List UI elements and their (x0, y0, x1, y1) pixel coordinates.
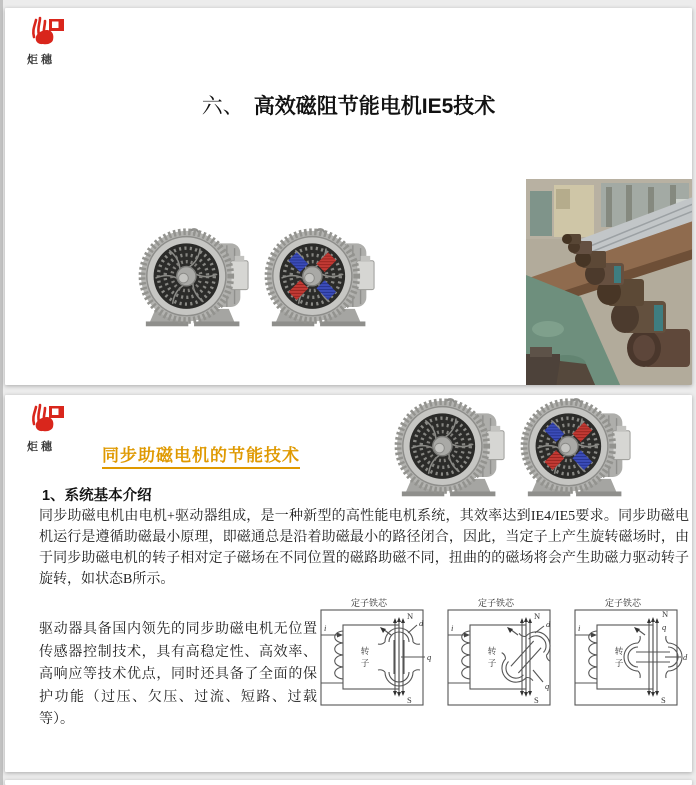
driver-paragraph: 驱动器具备国内领先的同步助磁电机无位置传感器控制技术，具有高稳定性、高效率、高响应等技术优点，同时还具备了全面的保护功能（过压、欠压、过流、短路、过载等）。 (39, 622, 317, 727)
flame-icon (27, 14, 67, 48)
d-axis-label: d (683, 652, 688, 662)
motor-image-plain (137, 226, 255, 334)
rotor-label: 子 (487, 658, 497, 668)
rotor-label: 转 (360, 646, 370, 656)
current-label: i (451, 623, 454, 633)
slide1-title-number: 六、 (201, 95, 244, 118)
slide1-title-text: 高效磁阻节能电机IE5技术 (253, 95, 496, 118)
rotor-label: 转 (614, 646, 624, 656)
north-pole-label: N (534, 611, 541, 621)
d-axis-label: d (546, 619, 551, 629)
motor-image-magnets (263, 226, 381, 334)
motor-renders (137, 226, 381, 334)
q-axis-label: q (427, 652, 432, 662)
q-axis-label: q (662, 622, 667, 632)
rotor-position-diagrams (311, 595, 692, 715)
logo-text: 炬穗 (27, 441, 55, 453)
stator-core-label: 定子铁芯 (477, 598, 515, 608)
flame-icon (27, 401, 67, 435)
rotor-diagram-state-a (311, 595, 438, 715)
slide1-title (5, 90, 692, 120)
rotor-label: 子 (360, 658, 370, 668)
north-pole-label: N (662, 609, 669, 619)
logo-text: 炬穗 (27, 54, 55, 66)
viewer-left-edge (0, 0, 3, 785)
south-pole-label: S (534, 695, 539, 705)
current-label: i (324, 623, 327, 633)
company-logo (27, 401, 79, 454)
motor-image-plain (393, 396, 511, 504)
stator-core-label: 定子铁芯 (604, 598, 642, 608)
south-pole-label: S (407, 695, 412, 705)
slide-3-edge (5, 780, 692, 785)
current-label: i (578, 623, 581, 633)
rotor-diagram-state-b (438, 595, 565, 715)
south-pole-label: S (661, 695, 666, 705)
north-pole-label: N (407, 611, 414, 621)
motor-renders (393, 396, 637, 504)
intro-paragraph: 同步助磁电机由电机+驱动器组成，是一种新型的高性能电机系统，其效率达到IE4/IE5要求。同步助磁电机运行是遵循助磁最小原理，即磁通总是沿着助磁最小的路径闭合，因此，当定子上产生旋转磁场时，由于同步助磁电机的转子相对定子磁场在不同位置的磁路助磁不同，扭曲的的磁场将会产生助磁力驱动转子旋转，如状态B所示。 (39, 509, 689, 587)
slide-1 (5, 8, 692, 385)
motor-image-magnets (519, 396, 637, 504)
factory-photo (526, 179, 692, 385)
section-heading: 1、系统基本介绍 (42, 488, 152, 504)
slide-2 (5, 395, 692, 772)
stator-core-label: 定子铁芯 (350, 598, 388, 608)
rotor-label: 子 (614, 658, 624, 668)
slide2-title: 同步助磁电机的节能技术 (102, 441, 300, 469)
d-axis-label: d (419, 618, 424, 628)
rotor-diagram-state-c (565, 595, 692, 715)
q-axis-label: q (545, 681, 550, 691)
rotor-label: 转 (487, 646, 497, 656)
company-logo (27, 14, 79, 67)
